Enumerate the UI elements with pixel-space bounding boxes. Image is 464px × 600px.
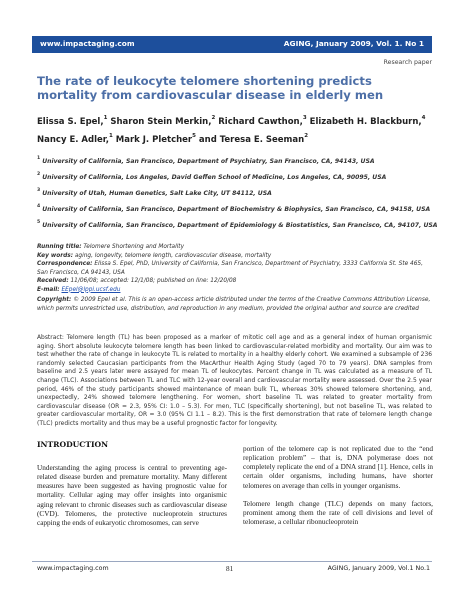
- intro-column-left: Understanding the aging process is central to preventing age-related disease burden and premature mortality. Many different measures have been suggested as having prognostic value for mortality. Cellular aging may offer insights into organismic aging relevant to chronic diseases such as cardiovascular disease (CVD). Telomeres, the protective nucleoprotein structures capping the ends of eukaryotic chromosomes, can serve: [37, 464, 227, 527]
- keywords: Key words: aging, longevity, telomere length, cardiovascular disease, mortality: [37, 252, 272, 259]
- author: and Teresa E. Seeman: [198, 135, 305, 145]
- author: Sharon Stein Merkin,: [110, 117, 212, 127]
- page-number: 81: [226, 565, 234, 573]
- intro-paragraph: Telomere length change (TLC) depends on many factors, prominent among them the rate of cell divisions and level of telomerase, a cellular ribonucleoprotein: [243, 499, 433, 527]
- author-affil-ref: 1: [108, 133, 113, 139]
- affiliation: $^5$ University of California, San Francisco, Department of Epidemiology & Biostatistics, San Francisco, CA, 94107, USA: [37, 220, 438, 229]
- section-heading-introduction: INTRODUCTION: [37, 440, 109, 449]
- abstract: Abstract: Telomere length (TL) has been proposed as a marker of mitotic cell age and as a general index of human organismic aging. Short absolute leukocyte telomere length has been linked to cardiovascular-related morbidity and mortality. Our aim was to test whether the rate of change in leukocyte TL is related to mortality in a healthy elderly cohort. We examined a subsample of 236 randomly selected Caucasian participants from the MacArthur Health Aging Study (aged 70 to 79 years). DNA samples from baseline and 2.5 years later were assayed for mean TL of leukocytes. Percent change in TL was calculated as a measure of TL change (TLC). Associations between TL and TLC with 12-year overall and cardiovascular mortality were assessed. Over the 2.5 year period, 46% of the study participants showed maintenance of mean bulk TL, whereas 30% showed telomere shortening, and, unexpectedly, 24% showed telomere lengthening. For women, short baseline TL was related to greater mortality from cardiovascular disease (OR = 2.3, 95% CI: 1.0 – 5.3). For men, TLC (specifically shortening), but not baseline TL, was related to greater cardiovascular mortality, OR = 3.0 (95% CI 1.1 – 8.2). This is the first demonstration that rate of telomere length change (TLC) predicts mortality and thus may be a useful prognostic factor for longevity.: [37, 334, 432, 427]
- affiliation: $^2$ University of California, Los Angeles, David Geffen School of Medicine, Los Angeles, CA, 90095, USA: [37, 172, 387, 181]
- email-link[interactable]: EEpel@lppi.ucsf.edu: [61, 286, 121, 293]
- paper-title: The rate of leukocyte telomere shortening predicts mortality from cardiovascular disease in elderly men: [37, 74, 384, 103]
- intro-column-right: [243, 445, 433, 527]
- author-affil-ref: 5: [192, 133, 196, 139]
- affiliation: $^1$ University of California, San Francisco, Department of Psychiatry, San Francisco, CA, 94143, USA: [37, 156, 375, 165]
- author-affil-ref: 4: [421, 115, 426, 121]
- article-metadata: [37, 243, 432, 313]
- email: E-mail: EEpel@lppi.ucsf.edu: [37, 286, 121, 293]
- correspondence: Correspondence: Elissa S. Epel, PhD, University of California, San Francisco, Department of Psychiatry, 3333 California St. Ste 465, San Francisco, CA 94143, USA: [37, 261, 423, 276]
- footer-site: www.impactaging.com: [37, 565, 109, 572]
- author: Nancy E. Adler,: [37, 135, 109, 145]
- author-affil-ref: 2: [304, 133, 309, 139]
- author: Elissa S. Epel,: [37, 117, 104, 127]
- author: Richard Cawthon,: [218, 117, 303, 127]
- author-affil-ref: 1: [103, 115, 108, 121]
- copyright: Copyright: © 2009 Epel et al. This is an open-access article distributed under the terms of the Creative Commons Attribution License, which permits unrestricted use, distribution, and reproduction in any medium, provided the original author and source are credited: [37, 297, 431, 312]
- received-dates: Received: 11/06/08; accepted: 12/1/08; published on line: 12/20/08: [37, 278, 237, 284]
- author-affil-ref: 3: [302, 115, 307, 121]
- affiliation: $^3$ University of Utah, Human Genetics, Salt Lake City, UT 84112, USA: [37, 188, 272, 197]
- article-type: Research paper: [383, 59, 432, 66]
- intro-paragraph: portion of the telomere cap is not replicated due to the “end replication problem” – that is, DNA polymerase does not completely replicate the end of a DNA strand [1]. Hence, cells in certain older organisms, including humans, have shorter telomeres on average than cells in younger organisms.: [243, 445, 433, 490]
- running-title: Running title: Telomere Shortening and Mortality: [37, 244, 185, 250]
- journal-site: www.impactaging.com: [40, 39, 135, 48]
- journal-issue: AGING, January 2009, Vol. 1. No 1: [283, 39, 424, 48]
- footer-divider: [32, 561, 432, 562]
- author-list: [37, 111, 432, 147]
- footer-journal: AGING, January 2009, Vol.1 No.1: [327, 565, 430, 572]
- author: Mark J. Pletcher: [115, 135, 193, 145]
- journal-header-bar: [32, 36, 432, 53]
- author: Elizabeth H. Blackburn,: [309, 117, 422, 127]
- author-affil-ref: 2: [211, 115, 216, 121]
- affiliation: $^4$ University of California, San Francisco, Department of Biochemistry & Biophysics, San Francisco, CA, 94158, USA: [37, 204, 431, 213]
